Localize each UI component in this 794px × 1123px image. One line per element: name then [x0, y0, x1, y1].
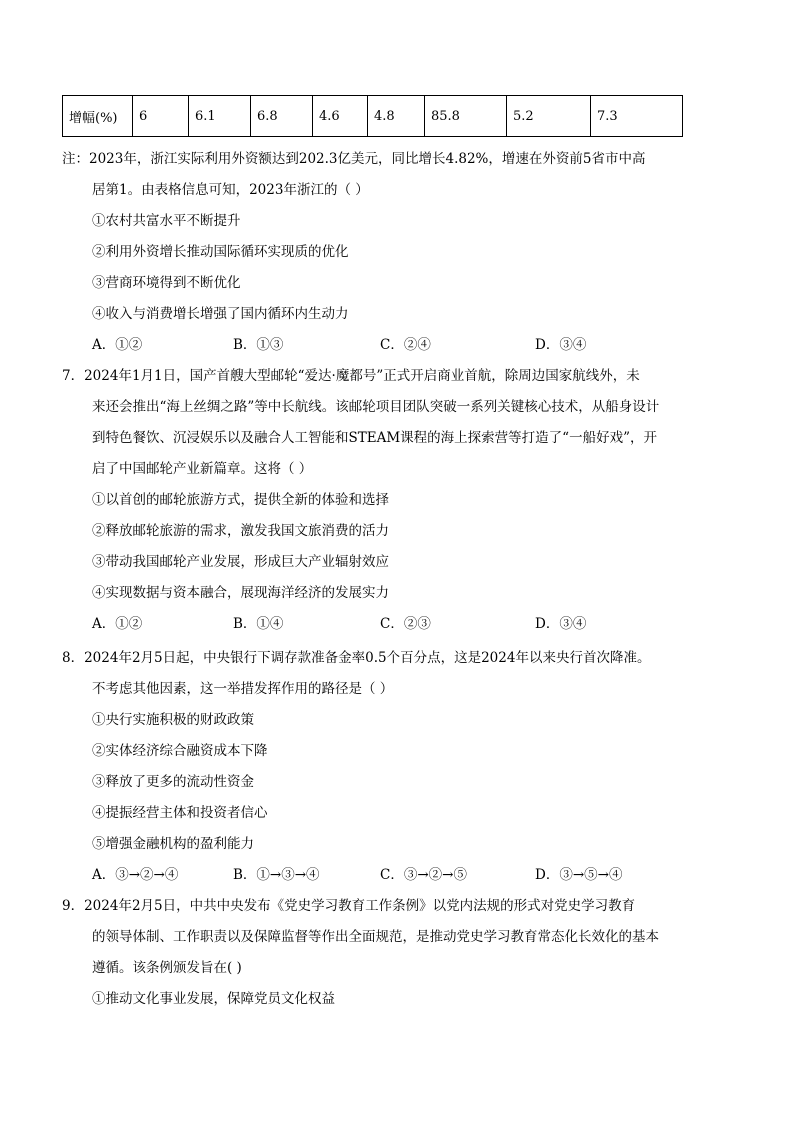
q6-item-4: ④收入与消费增长增强了国内循环内生动力	[92, 306, 349, 322]
q8-option-b[interactable]: B．①→③→④	[233, 867, 320, 883]
q7-option-c[interactable]: C．②③	[380, 616, 431, 632]
q8-option-c[interactable]: C．③→②→⑤	[380, 867, 467, 883]
q6-item-2: ②利用外资增长推动国际循环实现质的优化	[92, 244, 349, 260]
q7-stem-line: 到特色餐饮、沉浸娱乐以及融合人工智能和STEAM课程的海上探索营等打造了“一船好戏”，开	[92, 430, 657, 446]
q6-item-1: ①农村共富水平不断提升	[92, 213, 241, 229]
q8-option-a[interactable]: A．③→②→④	[92, 867, 179, 883]
q6-options	[92, 333, 612, 353]
q6-stem-line: 居第1。由表格信息可知，2023年浙江的（ ）	[92, 182, 369, 198]
q9-stem-line: 9．2024年2月5日，中共中央发布《党史学习教育工作条例》以党内法规的形式对党史学习教育	[62, 898, 636, 914]
table-cell: 6	[133, 96, 189, 137]
q8-stem-line: 不考虑其他因素，这一举措发挥作用的路径是（ ）	[92, 681, 394, 697]
q7-item-2: ②释放邮轮旅游的需求，激发我国文旅消费的活力	[92, 523, 389, 539]
table-cell: 4.8	[368, 96, 425, 137]
table-cell: 85.8	[425, 96, 507, 137]
q6-option-a[interactable]: A．①②	[92, 337, 143, 353]
q6-item-3: ③营商环境得到不断优化	[92, 275, 241, 291]
q7-item-1: ①以首创的邮轮旅游方式，提供全新的体验和选择	[92, 492, 389, 508]
table-cell: 增幅(%)	[63, 96, 133, 137]
q7-stem-line: 启了中国邮轮产业新篇章。这将（ ）	[92, 461, 313, 477]
q9-item-1: ①推动文化事业发展，保障党员文化权益	[92, 991, 335, 1007]
q7-item-3: ③带动我国邮轮产业发展，形成巨大产业辐射效应	[92, 554, 389, 570]
q9-stem-line: 的领导体制、工作职责以及保障监督等作出全面规范，是推动党史学习教育常态化长效化的基本	[92, 929, 659, 945]
q6-option-b[interactable]: B．①③	[233, 337, 284, 353]
q7-option-d[interactable]: D．③④	[535, 616, 587, 632]
q8-item-1: ①央行实施积极的财政政策	[92, 712, 254, 728]
q9-stem-line: 遵循。该条例颁发旨在( )	[92, 960, 242, 976]
table-cell: 7.3	[591, 96, 683, 137]
q8-options	[92, 863, 623, 883]
q7-stem-line: 7．2024年1月1日，国产首艘大型邮轮“爱达·魔都号”正式开启商业首航，除周边国家航线外，未	[62, 368, 640, 384]
q8-item-5: ⑤增强金融机构的盈利能力	[92, 836, 254, 852]
q8-stem-line: 8．2024年2月5日起，中央银行下调存款准备金率0.5个百分点，这是2024年以来央行首次降准。	[62, 650, 651, 666]
q8-item-3: ③释放了更多的流动性资金	[92, 774, 254, 790]
q7-stem-line: 来还会推出“海上丝绸之路”等中长航线。该邮轮项目团队突破一系列关键核心技术，从船身设计	[92, 399, 660, 415]
growth-rate-table	[62, 95, 683, 137]
table-cell: 5.2	[507, 96, 591, 137]
q8-item-2: ②实体经济综合融资成本下降	[92, 743, 268, 759]
q6-option-d[interactable]: D．③④	[535, 337, 587, 353]
q7-option-a[interactable]: A．①②	[92, 616, 143, 632]
q7-options	[92, 612, 612, 632]
table-cell: 6.8	[251, 96, 313, 137]
q8-item-4: ④提振经营主体和投资者信心	[92, 805, 268, 821]
q6-option-c[interactable]: C．②④	[380, 337, 431, 353]
q8-option-d[interactable]: D．③→⑤→④	[535, 867, 623, 883]
table-cell: 6.1	[189, 96, 251, 137]
table-cell: 4.6	[313, 96, 368, 137]
q7-item-4: ④实现数据与资本融合，展现海洋经济的发展实力	[92, 585, 389, 601]
q6-note-line: 注：2023年，浙江实际利用外资额达到202.3亿美元，同比增长4.82%，增速在外资前5省市中高	[62, 151, 646, 167]
table-row	[63, 96, 683, 137]
q7-option-b[interactable]: B．①④	[233, 616, 284, 632]
